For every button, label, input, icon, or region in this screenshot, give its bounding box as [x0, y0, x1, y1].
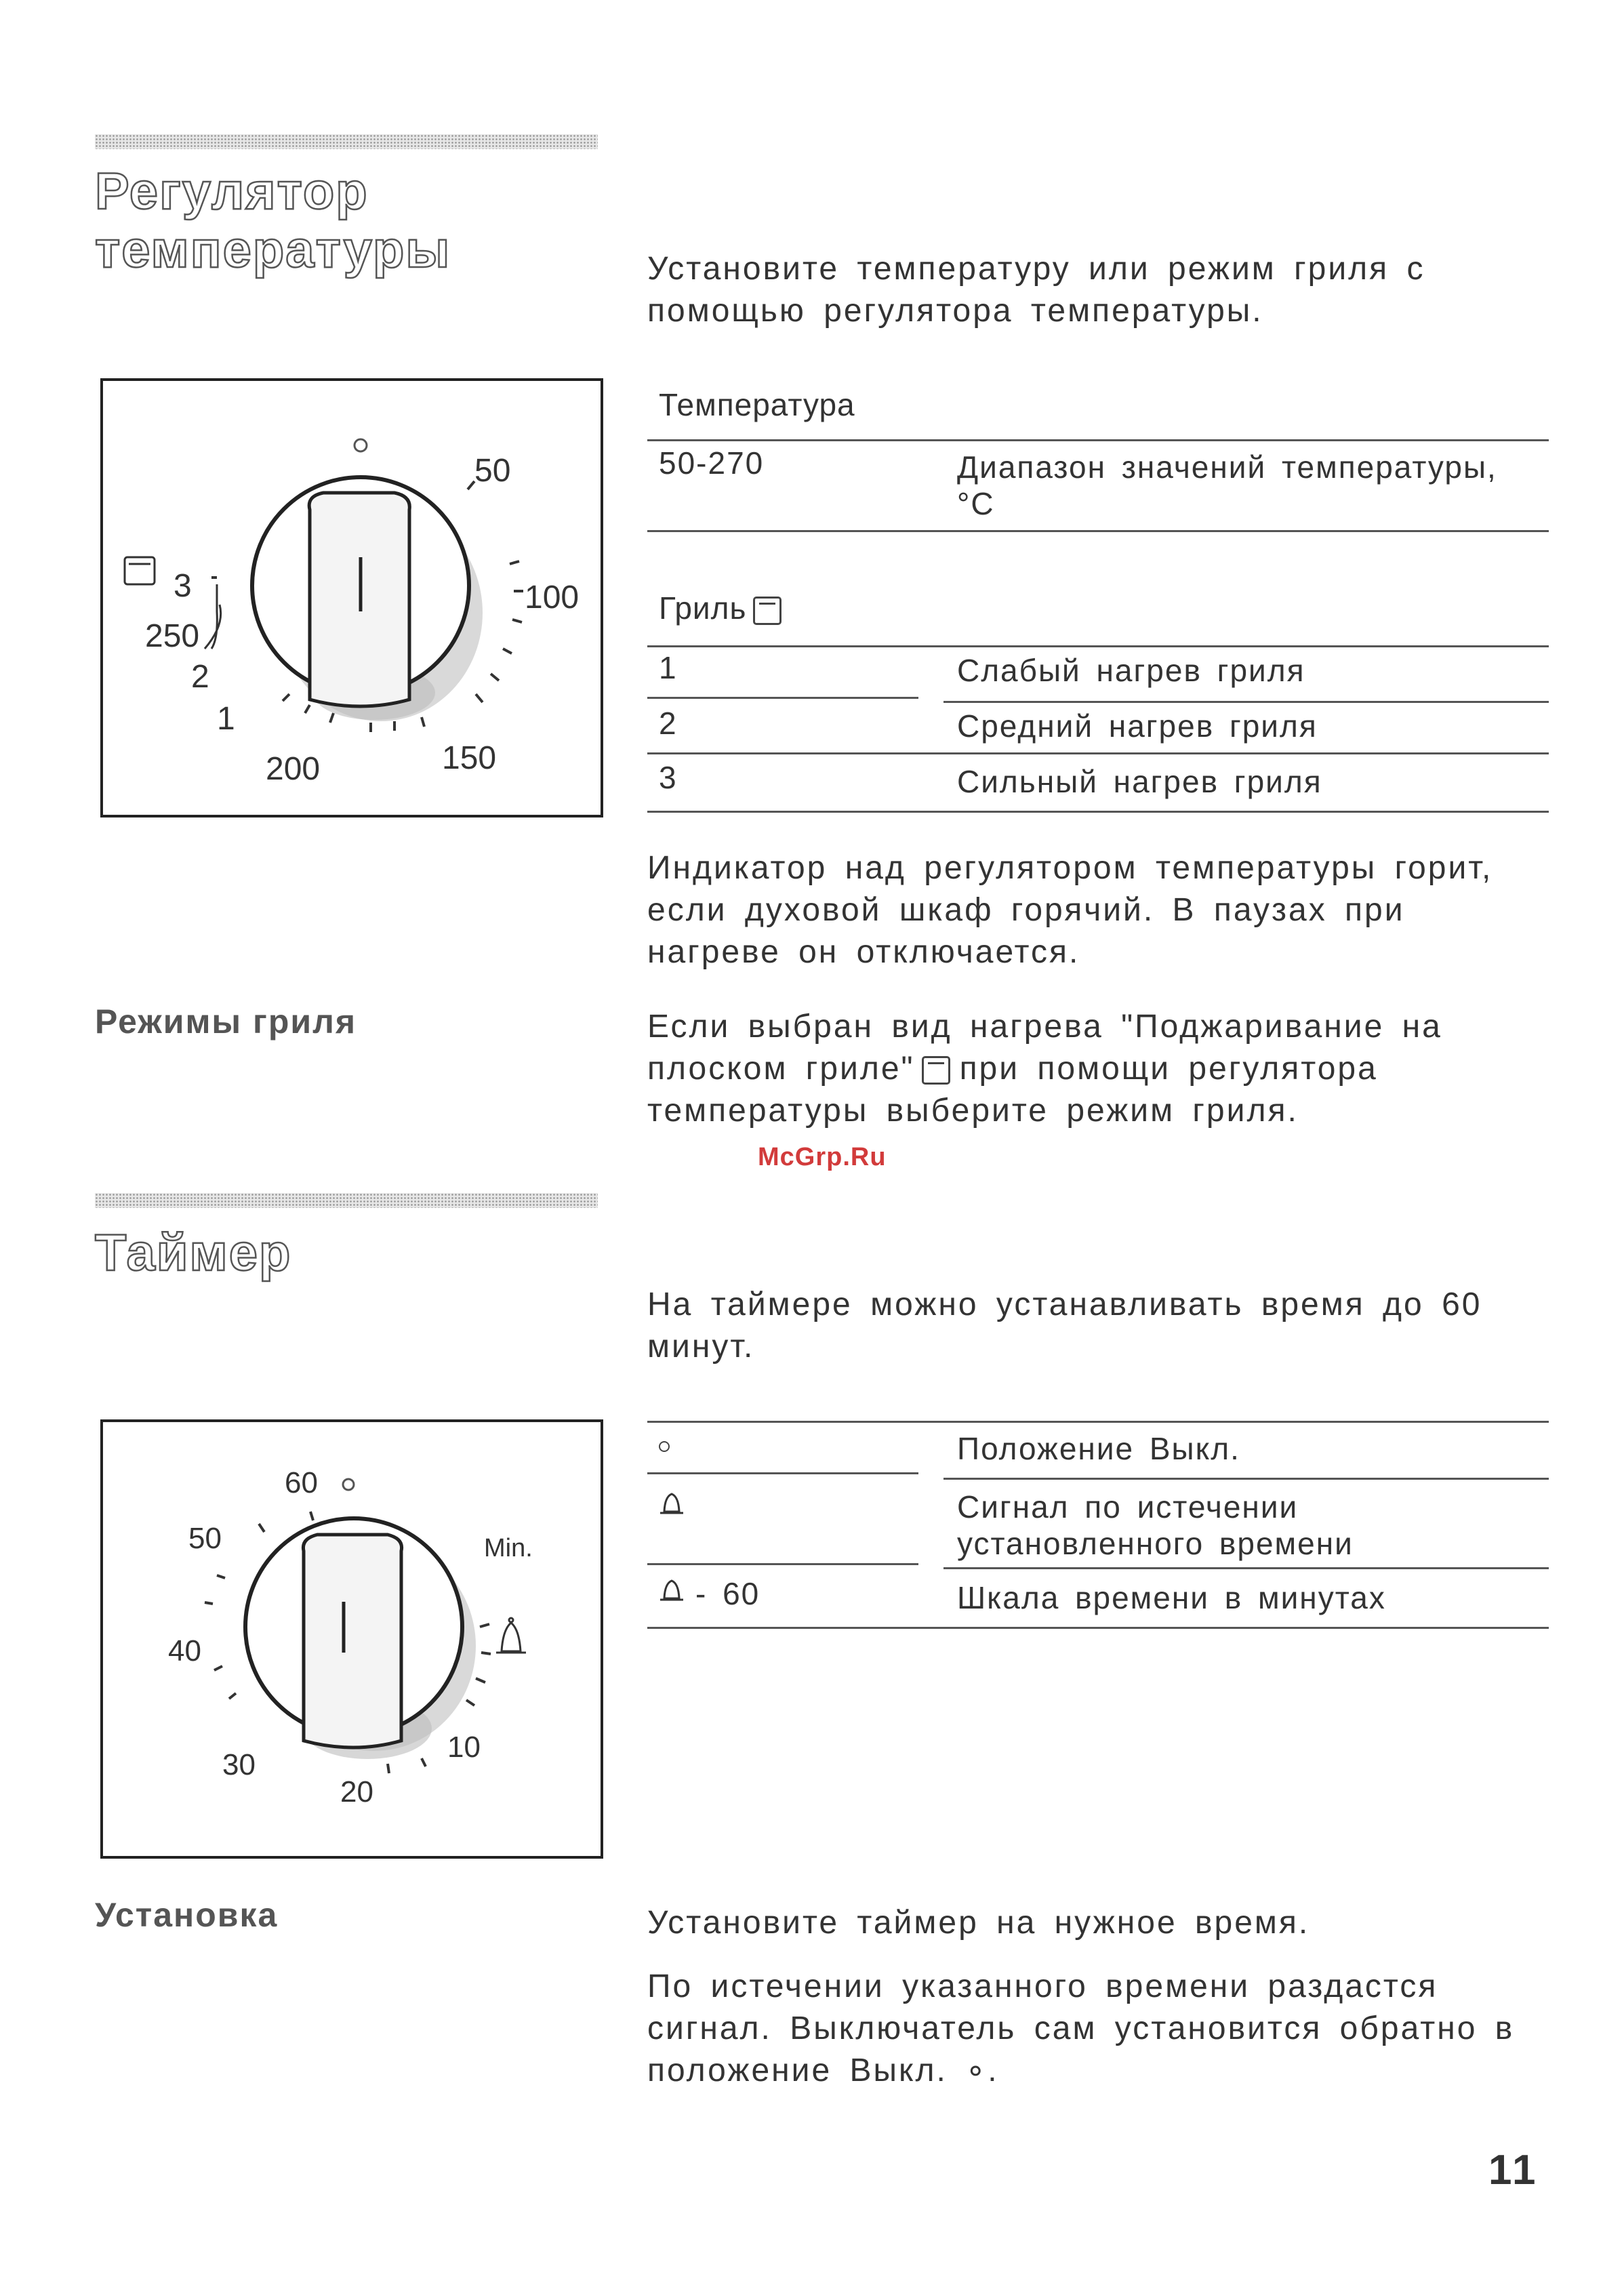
label-10: 10: [447, 1731, 481, 1764]
heading-line-2: температуры: [95, 221, 451, 279]
heading-temperature-regulator: [95, 163, 451, 279]
bell-icon: [656, 1489, 687, 1520]
section-rule-timer: [95, 1193, 598, 1208]
grill-level-1: 1: [659, 650, 678, 685]
table-line: [647, 1627, 1549, 1629]
section-rule-temperature: [95, 134, 598, 149]
timer-dial-figure: [100, 1419, 603, 1859]
table-line: [647, 811, 1549, 813]
table-line: [647, 1563, 918, 1565]
heading-line-1: Регулятор: [95, 163, 369, 220]
indicator-text: Индикатор над регулятором температуры горит, если духовой шкаф горячий. В паузах при нагреве он отключается.: [647, 850, 1493, 970]
table-line: [943, 701, 1549, 703]
heading-grill-modes: Режимы гриля: [95, 1003, 357, 1041]
grill-desc-1: Слабый нагрев гриля: [957, 653, 1305, 688]
row2-desc-line-1: Сигнал по истечении: [957, 1489, 1299, 1524]
watermark: McGrp.Ru: [758, 1143, 887, 1171]
label-grill-2: 2: [191, 659, 209, 695]
timer-intro: На таймере можно устанавливать время до 60 минут.: [647, 1287, 1482, 1365]
label-150: 150: [442, 740, 497, 776]
timer-dial-drawing: [103, 1422, 601, 1856]
page-number: 11: [1488, 2147, 1539, 2194]
temperature-intro: Установите температуру или режим гриля с помощью регулятора температуры.: [647, 251, 1425, 329]
table-line: [647, 439, 1549, 441]
timer-row3-desc: Шкала времени в минутах: [957, 1580, 1386, 1615]
temperature-range-desc: [957, 449, 1540, 522]
grill-scale-bracket: [205, 584, 221, 649]
off-position-icon: [659, 1441, 670, 1452]
timer-row2-desc: [957, 1489, 1354, 1562]
table-line: [647, 697, 918, 699]
table-heading-temperature: Температура: [659, 387, 855, 422]
label-20: 20: [340, 1775, 373, 1809]
table-line: [647, 645, 1549, 647]
table-line: [647, 530, 1549, 532]
bell-icon: [496, 1618, 526, 1653]
label-grill-1: 1: [217, 701, 235, 737]
label-50: 50: [474, 453, 511, 489]
timer-row3-range: - 60: [695, 1576, 760, 1611]
setup-text-2: По истечении указанного времени раздастся сигнал. Выключатель сам установится обратно в положение Выкл. ∘.: [647, 1968, 1515, 2088]
temperature-dial-figure: [100, 378, 603, 817]
table-line: [647, 752, 1549, 754]
label-40: 40: [168, 1634, 201, 1668]
label-grill-3: 3: [174, 568, 192, 604]
table-line: [943, 1567, 1549, 1569]
label-200: 200: [266, 751, 321, 787]
grill-modes-text-part1: Если выбран вид нагрева "Поджаривание на плоском гриле": [647, 1009, 1442, 1087]
grill-level-2: 2: [659, 706, 678, 741]
bell-icon: [656, 1575, 687, 1607]
setup-text-1: Установите таймер на нужное время.: [647, 1905, 1310, 1941]
label-100: 100: [525, 580, 580, 615]
grill-modes-text: [647, 1006, 1522, 1132]
timer-row1-desc: Положение Выкл.: [957, 1431, 1240, 1466]
row2-desc-line-2: установленного времени: [957, 1526, 1354, 1561]
grill-icon: [922, 1056, 950, 1085]
dial-grip: [303, 1535, 401, 1747]
label-250: 250: [145, 618, 200, 654]
off-position-icon: [343, 1479, 354, 1490]
grill-level-3: 3: [659, 760, 678, 795]
temperature-range-value: 50-270: [659, 445, 765, 481]
range-desc-line-1: Диапазон значений температуры,: [957, 449, 1497, 485]
grill-heading-label: Гриль: [659, 590, 747, 626]
heading-setup: Установка: [95, 1896, 279, 1934]
grill-desc-2: Средний нагрев гриля: [957, 708, 1318, 744]
heading-timer: Таймер: [95, 1224, 292, 1282]
grill-modes-text-part2: при помощи регулятора температуры выберите режим гриля.: [647, 1051, 1378, 1129]
label-30: 30: [222, 1748, 256, 1781]
table-line: [943, 1478, 1549, 1480]
label-min: Min.: [484, 1534, 533, 1562]
label-60: 60: [285, 1466, 318, 1499]
table-line: [647, 1421, 1549, 1423]
oven-grill-icon: [125, 557, 155, 584]
table-heading-grill: [659, 590, 781, 626]
label-50: 50: [188, 1522, 222, 1555]
temperature-dial-drawing: [103, 381, 601, 815]
grill-desc-3: Сильный нагрев гриля: [957, 764, 1322, 799]
range-desc-line-2: °C: [957, 486, 995, 521]
table-line: [647, 1472, 918, 1474]
indicator-lamp-icon: [354, 439, 367, 451]
grill-icon: [753, 597, 781, 625]
